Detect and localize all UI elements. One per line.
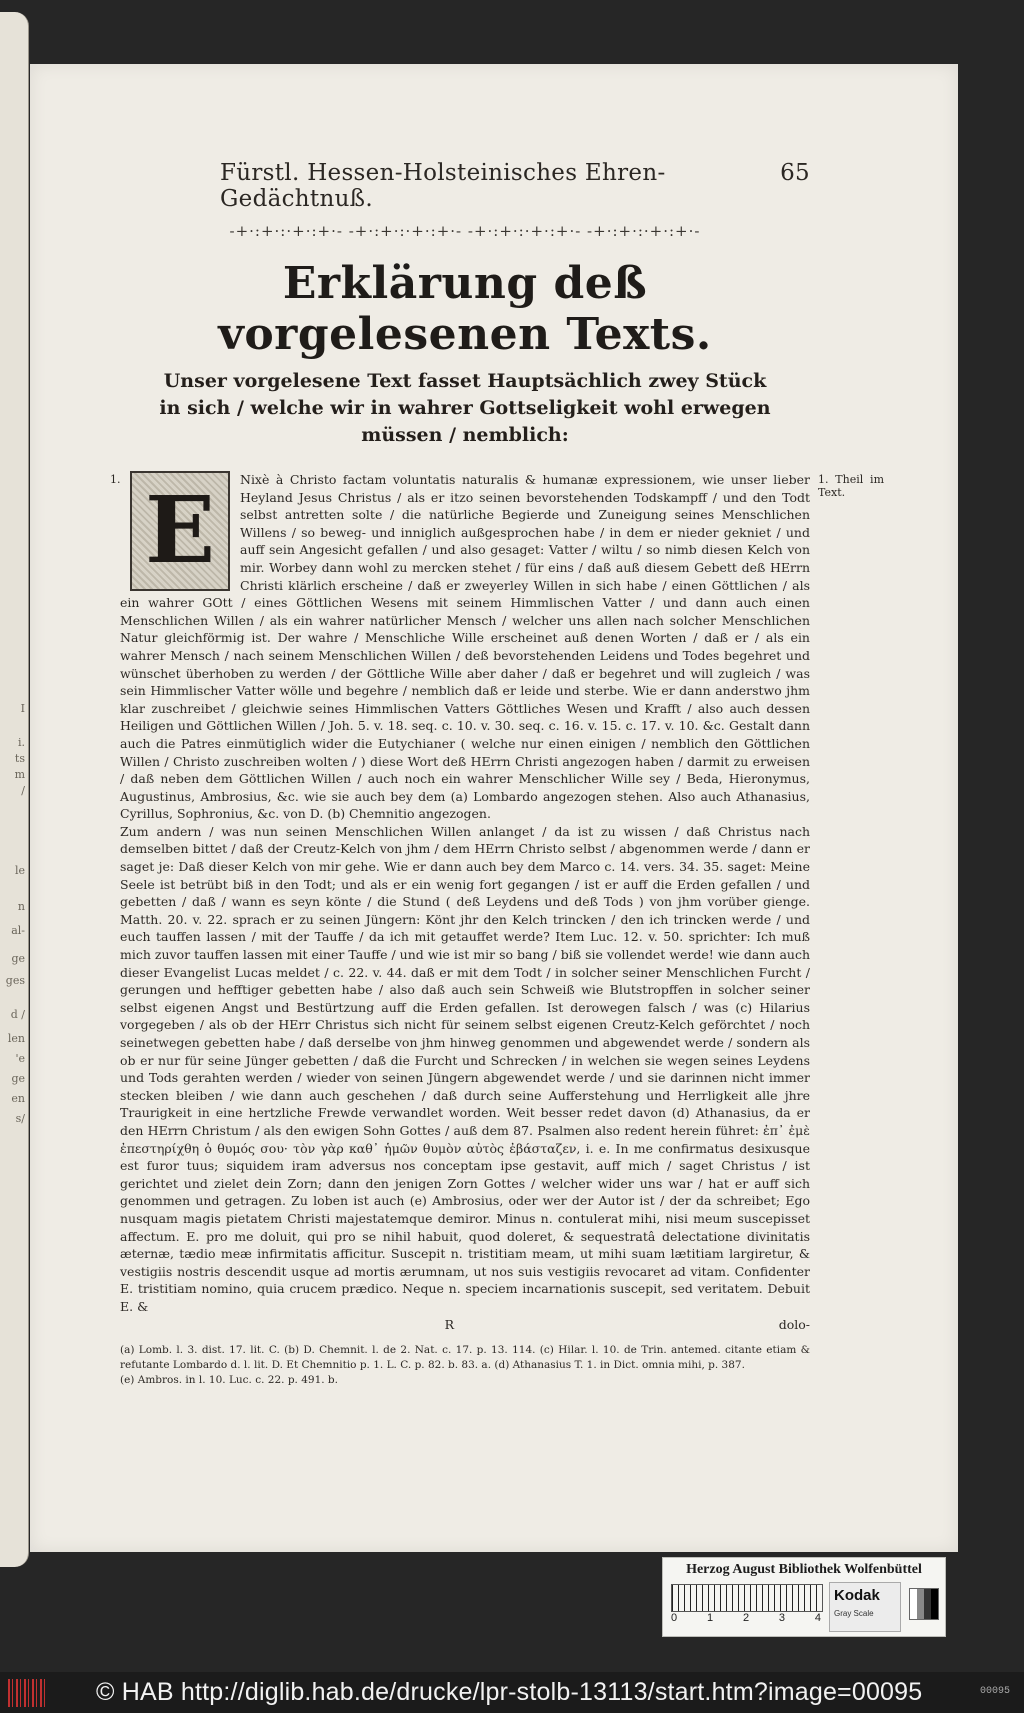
page-number: 65 [780,160,810,186]
running-title: Fürstl. Hessen-Holsteinisches Ehren-Gedächtnuß. [220,160,666,212]
kodak-card [829,1582,901,1632]
left-leaf-fragment: al- [11,924,25,937]
gray-swatch [909,1588,939,1620]
gray-scale-label: Gray Scale [834,1609,874,1618]
footnote: (a) Lomb. l. 3. dist. 17. lit. C. (b) D. Chemnit. l. de 2. Nat. c. 17. p. 13. 114. (c) Hilar. l. 10. de Trin. antemed. citante etiam & refutante Lombardo d. l. lit. D. Et Chemnitio p. 1. L. C. p. 82. b. 83. a. (d) Athanasius T. 1. in Dict. omnia mihi, p. 387. [120,1344,810,1372]
scale-ruler [671,1584,823,1612]
left-leaf-fragment: ts [14,752,25,765]
signature-mark: R [444,1316,455,1332]
left-leaf-fragment: i. [17,736,25,749]
left-leaf-fragment: d / [10,1008,25,1021]
paragraph: Nixè à Christo factam voluntatis naturalis & humanæ expressionem, wie unser lieber Heyland Jesus Christus / als er itzo seinen bevorstehenden Todskampff / und den Todt selbst antretten solte / die natürliche Begierde und Zuneigung seines Menschlichen Willens / so beweg- und inniglich außgesprochen habe / in dem er nieder gekniet / und auff sein Angesicht gefallen / und also gesaget: Vatter / wiltu / so nimb diesen Kelch von mir. Worbey dann wohl zu mercken stehet / für eins / daß auß diesem Gebett deß HErrn Christi klärlich erscheine / daß er zweyerley Willen in sich habe / einen Göttlichen / als ein wahrer GOtt / eines Göttlichen Wesens mit seinem Himmlischen Vatter / und dann auch einen Menschlichen Willen / als ein wahrer natürlicher Mensch / welcher uns allen nach solcher Menschlichen Natur gleichförmig ist. Der wahre / Menschliche Wille erscheinet auß denen Worten / daß er / als ein wahrer Mensch / nach seinem Menschlichen Willen / deß bevorstehenden Leidens und Todes begehret und wünschet überhoben zu werden / der Göttliche Wille aber daher / daß er begehret und will zugleich / was sein Himmlischer Vatter wölle und begehre / nemblich daß er leide und sterbe. Wie er dann anderstwo jhm klar zuschreibet / gleichwie seines Himmlischen Vatters Göttliches Wesen und Krafft / also auch dessen Heiligen und Göttlichen Willen / Joh. 5. v. 18. seq. c. 10. v. 30. seq. c. 16. v. 15. c. 17. v. 10. &c. Gestalt dann auch die Patres einmütiglich wider die Eutychianer ( welche nur einen einigen / nemblich den Göttlichen Willen / Christo zuschreiben wolten / ) diese Wort deß HErrn Christi angezogen haben / darmit zu erweisen / daß neben dem Göttlichen Willen / auch noch ein wahrer Menschlicher Wille sey / Beda, Hieronymus, Augustinus, Ambrosius, &c. wie sie auch bey dem (a) Lombardo angezogen stehen. Also auch Athanasius, Cyrillus, Sophronius, &c. von D. (b) Chemnitio angezogen. [120,472,810,822]
ornament-rule: -+·:+·:·+·:+·- -+·:+·:·+·:+·- -+·:+·:·+·:+·- -+·:+·:·+·:+·- [229,222,701,240]
left-leaf-fragment: I [20,702,25,715]
library-target-slip [662,1557,946,1637]
attribution-link[interactable]: © HAB http://diglib.hab.de/drucke/lpr-stolb-13113/start.htm?image=00095 [96,1678,923,1706]
body-text [110,471,884,1388]
signature-line [120,1316,810,1334]
left-leaf-fragment: 'e [15,1052,25,1065]
scale-number: 0 [671,1612,678,1624]
kodak-brand: Kodak [834,1587,880,1604]
scale-number: 3 [778,1612,786,1624]
scan-id: 00095 [979,1686,1010,1697]
left-leaf-fragment: en [11,1092,25,1105]
paragraph: Zum andern / was nun seinen Menschlichen Willen anlanget / da ist zu wissen / daß Christus nach demselben bittet / daß der Creutz-Kelch von jhm / dem HErrn Christo selbst / abgenommen werde / dann er saget je: Daß dieser Kelch von mir gehe. Wie er dann auch bey dem Marco c. 14. vers. 34. 35. saget: Meine Seele ist betrübt biß in den Todt; und als er ein wenig fort gegangen / ist er auff die Erden gefallen / und gebetten / daß / wann es seyn könte / die Stund ( deß Leydens und deß Tods ) von jhm vorüber gienge. Matth. 20. v. 22. sprach er zu seinen Jüngern: Könt jhr den Kelch trincken / den ich trincken werde / und euch tauffen lassen / mit der Tauffe / da ich mit getauffet werde? Item Luc. 12. v. 50. sprichter: Ich muß mich zuvor tauffen lassen mit einer Tauffe / und wie ist mir so bang / biß sie vollendet werde! wie dann auch dieser Evangelist Lucas meldet / c. 22. v. 44. daß er mit dem Todt / in solcher seiner Menschlichen Furcht / gerungen und hefftiger gebetten habe / also daß auch sein Schweiß wie Blutstropffen in solcher seiner selbst eigenen Angst und Bestürtzung auff die Erden gefallen. Ist derowegen falsch / was (c) Hilarius vorgegeben / als ob der HErr Christus sich nicht für seinem selbst eigenen Creutz-Kelch geförchtet / noch seinetwegen gebetten habe / daß derselbe von jhm hinweg genommen und abgewendet werde / sondern als ob er nur für seine Jünger gebetten / daß die Furcht und Schrecken / in welchen sie wegen seines Leydens und Tods gerahten werden / wieder von seinen Jüngern abgewendet werde / und sie darinnen nicht immer stecken bleiben / wie dann auch geschehen / daß durch seine Aufferstehung und Herrligkeit alle jhre Traurigkeit in eine hertzliche Frewde verwandlet worden. Weit besser redet davon (d) Athanasius, da er den HErrn Christum / als den ewigen Sohn Gottes / auß dem 87. Psalmen also redent herein führet: ἐπ᾽ ἐμὲ ἐπεστηρίχθη ὁ θυμός σου· τὸν γὰρ καθ᾽ ἡμῶν θυμὸν αὐτὸς ἐβάσταζεν, i. e. In me confirmatus desixusque est furor tuus; siquidem iram adversus nos conceptam ipse gestavit, auff mich / saget Christus / ist gerichtet und zielet dein Zorn; dann den jenigen Zorn Gottes / welcher wider uns war / hat er auff sich genommen und getragen. Zu loben ist auch (e) Ambrosius, oder wer der Autor ist / der da schreibet; Ego nusquam magis pietatem Christi majestatemque demiror. Minus n. contulerat mihi, nisi meum suscepisset affectum. E. pro me doluit, qui pro se nihil habuit, quod doleret, & sequestratâ delectatione divinitatis æternæ, tædio meæ infirmitatis afficitur. Suscepit n. tristitiam meam, ut mihi suam lætitiam largiretur, & vestigiis nostris descendit usque ad mortis ærumnam, ut nos suis vestigiis revocaret ad vitam. Confidenter E. tristitiam nomino, quia crucem prædico. Neque n. speciem incarnationis suscepit, sed veritatem. Debuit E. & [120,823,810,1314]
margin-note: 1. Theil im Text. [818,473,884,499]
section-subtitle: Unser vorgelesene Text fasset Hauptsächlich zwey Stück in sich / welche wir in wahrer Gottseligkeit wohl erwegen müssen / nemblich: [159,370,771,446]
left-leaf-fragment: ge [11,952,25,965]
footnote: (e) Ambros. in l. 10. Luc. c. 22. p. 491. b. [120,1374,338,1387]
scale-number: 1 [706,1612,714,1624]
footer-bar [0,1672,1024,1713]
catchword: dolo- [778,1316,810,1332]
left-leaf-fragment: ge [11,1072,25,1085]
scale-number: 4 [814,1612,821,1624]
book-page [30,64,958,1552]
page-content [110,160,884,1388]
left-leaf-fragment: m [14,768,25,781]
scale-number: 2 [742,1612,750,1624]
left-leaf-fragment: s/ [15,1112,25,1125]
left-leaf-fragment: ges [5,974,25,987]
left-page-edge [0,12,29,1567]
running-header [120,160,810,212]
left-leaf-fragment: / [21,784,25,797]
library-name: Herzog August Bibliothek Wolfenbüttel [686,1562,922,1577]
left-leaf-fragment: len [7,1032,25,1045]
footnotes [120,1339,810,1388]
section-title: Erklärung deß vorgelesenen Texts. [218,258,712,360]
decorated-initial: E [130,471,230,591]
scale-numbers [671,1612,821,1624]
left-leaf-fragment: le [14,864,25,877]
paragraph-number: 1. [110,473,121,486]
barcode-icon [8,1679,48,1707]
left-leaf-fragment: n [17,900,25,913]
